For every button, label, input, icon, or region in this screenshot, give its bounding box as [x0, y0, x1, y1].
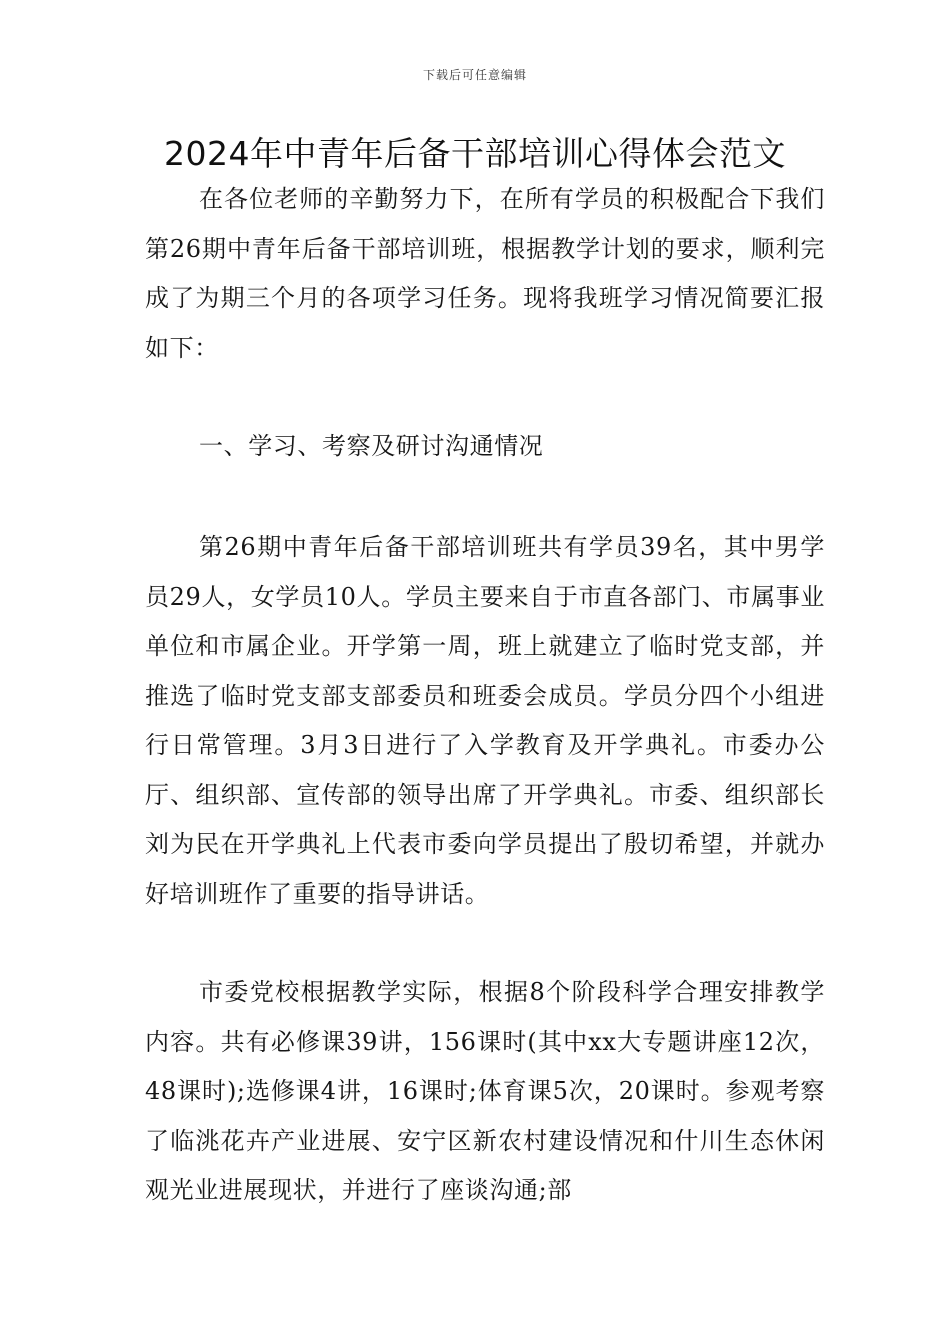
body-paragraph: 市委党校根据教学实际，根据8个阶段科学合理安排教学内容。共有必修课39讲，156课时(其中xx大专题讲座12次，48课时);选修课4讲，16课时;体育课5次，20课时。参观考察了临洮花卉产业进展、安宁区新农村建设情况和什川生态休闲观光业进展现状，并进行了座谈沟通;部 [145, 978, 825, 1204]
document-title: 2024年中青年后备干部培训心得体会范文 [164, 134, 786, 173]
body-paragraph: 第26期中青年后备干部培训班共有学员39名，其中男学员29人，女学员10人。学员主要来自于市直各部门、市属事业单位和市属企业。开学第一周，班上就建立了临时党支部，并推选了临时党支部支部委员和班委会成员。学员分四个小组进行日常管理。3月3日进行了入学教育及开学典礼。市委办公厅、组织部、宣传部的领导出席了开学典礼。市委、组织部长刘为民在开学典礼上代表市委向学员提出了殷切希望，并就办好培训班作了重要的指导讲话。 [145, 533, 825, 908]
header-note: 下载后可任意编辑 [422, 68, 527, 82]
intro-paragraph: 在各位老师的辛勤努力下，在所有学员的积极配合下我们第26期中青年后备干部培训班，根据教学计划的要求，顺利完成了为期三个月的各项学习任务。现将我班学习情况简要汇报如下： [145, 185, 825, 362]
section-heading: 一、学习、考察及研讨沟通情况 [199, 432, 544, 460]
